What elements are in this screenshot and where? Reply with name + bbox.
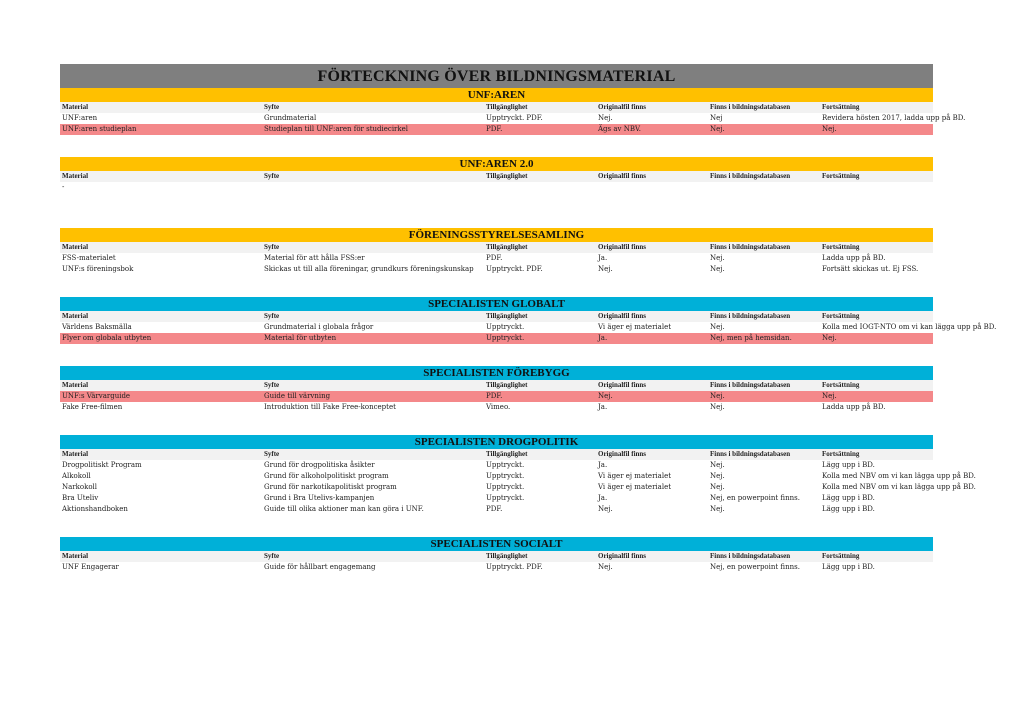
cell: Nej. — [598, 114, 613, 122]
cell: Ladda upp på BD. — [822, 254, 886, 262]
spacer — [60, 193, 933, 228]
cell: PDF. — [486, 254, 503, 262]
cell: Upptryckt. — [486, 323, 525, 331]
table-row[interactable] — [60, 471, 976, 482]
cell: Nej. — [710, 125, 725, 133]
col-fortsattning: Fortsättning — [822, 381, 860, 389]
spacer — [60, 515, 933, 537]
cell: Studieplan till UNF:aren för studiecirkel — [264, 125, 409, 133]
col-bildningsdatabasen: Finns i bildningsdatabasen — [710, 381, 791, 389]
col-bildningsdatabasen: Finns i bildningsdatabasen — [710, 172, 791, 180]
cell: Nej. — [598, 563, 613, 571]
column-header-row — [60, 551, 933, 562]
col-material: Material — [62, 172, 89, 180]
cell: Alkokoll — [62, 472, 91, 480]
cell: Revidera hösten 2017, ladda upp på BD. — [822, 114, 966, 122]
col-syfte: Syfte — [264, 243, 280, 251]
spacer — [60, 344, 933, 366]
col-tillganglighet: Tillgänglighet — [486, 552, 528, 560]
cell: Kolla med NBV om vi kan lägga upp på BD. — [822, 472, 976, 480]
spacer — [60, 275, 933, 297]
cell: Fake Free-filmen — [62, 403, 123, 411]
col-material: Material — [62, 450, 89, 458]
col-syfte: Syfte — [264, 172, 280, 180]
table-row[interactable] — [60, 264, 933, 275]
section-title: SPECIALISTEN SOCIALT — [60, 537, 933, 551]
cell: Upptryckt. PDF. — [486, 563, 543, 571]
column-header-row — [60, 171, 933, 182]
cell: Ja. — [598, 494, 608, 502]
col-originalfil: Originalfil finns — [598, 172, 647, 180]
section-title: SPECIALISTEN DROGPOLITIK — [60, 435, 933, 449]
cell: Vi äger ej materialet — [598, 472, 672, 480]
col-originalfil: Originalfil finns — [598, 381, 647, 389]
cell: Ägs av NBV. — [598, 125, 642, 133]
cell: Ja. — [598, 403, 608, 411]
col-syfte: Syfte — [264, 312, 280, 320]
column-header-row — [60, 242, 933, 253]
cell: Nej. — [710, 392, 725, 400]
column-header-row — [60, 380, 933, 391]
col-bildningsdatabasen: Finns i bildningsdatabasen — [710, 103, 791, 111]
table-row-highlighted[interactable] — [60, 124, 933, 135]
cell: Ja. — [598, 334, 608, 342]
cell: Nej. — [598, 505, 613, 513]
col-originalfil: Originalfil finns — [598, 312, 647, 320]
col-tillganglighet: Tillgänglighet — [486, 450, 528, 458]
section-specialisten-globalt — [60, 297, 997, 344]
cell: Upptryckt. — [486, 494, 525, 502]
cell: UNF:s Värvarguide — [62, 392, 131, 400]
cell — [708, 182, 820, 193]
cell — [820, 182, 933, 193]
col-tillganglighet: Tillgänglighet — [486, 243, 528, 251]
cell — [262, 182, 484, 193]
table-row-highlighted[interactable] — [60, 391, 933, 402]
cell: - — [62, 183, 65, 191]
cell: Skickas ut till alla föreningar, grundkurs föreningskunskap — [264, 265, 474, 273]
col-bildningsdatabasen: Finns i bildningsdatabasen — [710, 243, 791, 251]
cell — [484, 182, 596, 193]
cell: Kolla med IOGT-NTO om vi kan lägga upp på BD. — [822, 323, 997, 331]
section-title: FÖRENINGSSTYRELSESAMLING — [60, 228, 933, 242]
col-fortsattning: Fortsättning — [822, 243, 860, 251]
cell: Nej. — [710, 265, 725, 273]
section-unf-aren-2 — [60, 157, 933, 193]
cell: Nej. — [710, 461, 725, 469]
cell: Nej. — [710, 403, 725, 411]
column-header-row — [60, 102, 933, 113]
col-syfte: Syfte — [264, 450, 280, 458]
col-syfte: Syfte — [264, 381, 280, 389]
col-material: Material — [62, 381, 89, 389]
col-tillganglighet: Tillgänglighet — [486, 172, 528, 180]
col-fortsattning: Fortsättning — [822, 552, 860, 560]
cell: Nej. — [598, 265, 613, 273]
table-row[interactable] — [60, 482, 976, 493]
col-material: Material — [62, 552, 89, 560]
table-row[interactable] — [60, 113, 966, 124]
col-bildningsdatabasen: Finns i bildningsdatabasen — [710, 450, 791, 458]
section-specialisten-forebygg — [60, 366, 933, 413]
table-row[interactable] — [60, 182, 933, 193]
cell: PDF. — [486, 392, 503, 400]
col-originalfil: Originalfil finns — [598, 103, 647, 111]
cell: Nej. — [822, 334, 837, 342]
cell: Drogpolitiskt Program — [62, 461, 142, 469]
cell: Vi äger ej materialet — [598, 483, 672, 491]
table-row[interactable] — [60, 562, 933, 573]
sheet-title: FÖRTECKNING ÖVER BILDNINGSMATERIAL — [60, 64, 933, 88]
cell: Nej. — [822, 125, 837, 133]
section-title: SPECIALISTEN GLOBALT — [60, 297, 933, 311]
spacer — [60, 135, 933, 157]
section-title: SPECIALISTEN FÖREBYGG — [60, 366, 933, 380]
section-title: UNF:AREN 2.0 — [60, 157, 933, 171]
cell: Ja. — [598, 461, 608, 469]
cell: Lägg upp i BD. — [822, 505, 875, 513]
cell: Grundmaterial — [264, 114, 317, 122]
cell: FSS-materialet — [62, 254, 116, 262]
cell: Nej. — [710, 254, 725, 262]
col-fortsattning: Fortsättning — [822, 312, 860, 320]
cell: Vi äger ej materialet — [598, 323, 672, 331]
cell: Nej, men på hemsidan. — [710, 334, 792, 342]
cell: Aktionshandboken — [62, 505, 128, 513]
cell: Introduktion till Fake Free-konceptet — [264, 403, 396, 411]
cell: Upptryckt. — [486, 461, 525, 469]
section-specialisten-socialt — [60, 537, 933, 573]
table-row[interactable] — [60, 493, 933, 504]
col-tillganglighet: Tillgänglighet — [486, 312, 528, 320]
spacer — [60, 413, 933, 435]
col-tillganglighet: Tillgänglighet — [486, 381, 528, 389]
cell: Narkokoll — [62, 483, 98, 491]
cell: Nej, en powerpoint finns. — [710, 563, 800, 571]
col-material: Material — [62, 243, 89, 251]
cell: Guide för hållbart engagemang — [264, 563, 376, 571]
table-row[interactable] — [60, 504, 933, 515]
col-originalfil: Originalfil finns — [598, 243, 647, 251]
column-header-row — [60, 449, 933, 460]
table-row[interactable] — [60, 253, 933, 264]
column-header-row — [60, 311, 933, 322]
cell: UNF:s föreningsbok — [62, 265, 134, 273]
cell: Nej. — [710, 483, 725, 491]
col-fortsattning: Fortsättning — [822, 450, 860, 458]
cell: Grund för narkotikapolitiskt program — [264, 483, 397, 491]
section-specialisten-drogpolitik — [60, 435, 976, 515]
cell: Lägg upp i BD. — [822, 461, 875, 469]
section-title: UNF:AREN — [60, 88, 933, 102]
cell: Upptryckt. PDF. — [486, 265, 543, 273]
col-syfte: Syfte — [264, 552, 280, 560]
col-originalfil: Originalfil finns — [598, 552, 647, 560]
col-syfte: Syfte — [264, 103, 280, 111]
cell: Upptryckt. PDF. — [486, 114, 543, 122]
cell: Nej, en powerpoint finns. — [710, 494, 800, 502]
cell: Vimeo. — [486, 403, 511, 411]
cell: PDF. — [486, 505, 503, 513]
cell: UNF Engagerar — [62, 563, 119, 571]
cell: Guide till olika aktioner man kan göra i UNF. — [264, 505, 424, 513]
cell: Guide till värvning — [264, 392, 331, 400]
cell: Nej. — [822, 392, 837, 400]
cell: Material för utbyten — [264, 334, 337, 342]
table-row-highlighted[interactable] — [60, 333, 933, 344]
table-row[interactable] — [60, 402, 933, 413]
cell: PDF. — [486, 125, 503, 133]
cell: UNF:aren studieplan — [62, 125, 137, 133]
cell: Grund i Bra Utelivs-kampanjen — [264, 494, 375, 502]
cell: Lägg upp i BD. — [822, 494, 875, 502]
cell: Flyer om globala utbyten — [62, 334, 152, 342]
cell: Ja. — [598, 254, 608, 262]
cell: Lägg upp i BD. — [822, 563, 875, 571]
cell: Ladda upp på BD. — [822, 403, 886, 411]
cell: Grundmaterial i globala frågor — [264, 323, 374, 331]
cell: Material för att hålla FSS:er — [264, 254, 365, 262]
section-foreningsstyrelsesamling — [60, 228, 933, 275]
cell: Nej — [710, 114, 723, 122]
cell: Upptryckt. — [486, 334, 525, 342]
table-row[interactable] — [60, 322, 997, 333]
col-originalfil: Originalfil finns — [598, 450, 647, 458]
col-tillganglighet: Tillgänglighet — [486, 103, 528, 111]
table-row[interactable] — [60, 460, 933, 471]
section-unf-aren — [60, 88, 966, 135]
cell: Nej. — [710, 505, 725, 513]
cell: Nej. — [710, 323, 725, 331]
cell: Nej. — [598, 392, 613, 400]
col-bildningsdatabasen: Finns i bildningsdatabasen — [710, 552, 791, 560]
cell: Bra Uteliv — [62, 494, 99, 502]
cell: Världens Baksmälla — [62, 323, 132, 331]
cell: Upptryckt. — [486, 483, 525, 491]
col-bildningsdatabasen: Finns i bildningsdatabasen — [710, 312, 791, 320]
col-material: Material — [62, 312, 89, 320]
col-material: Material — [62, 103, 89, 111]
spreadsheet — [60, 64, 997, 573]
cell: Grund för alkoholpolitiskt program — [264, 472, 389, 480]
cell — [596, 182, 708, 193]
cell: Fortsätt skickas ut. Ej FSS. — [822, 265, 919, 273]
cell: Nej. — [710, 472, 725, 480]
cell: Upptryckt. — [486, 472, 525, 480]
cell: Kolla med NBV om vi kan lägga upp på BD. — [822, 483, 976, 491]
col-fortsattning: Fortsättning — [822, 172, 860, 180]
col-fortsattning: Fortsättning — [822, 103, 860, 111]
cell: UNF:aren — [62, 114, 98, 122]
cell: Grund för drogpolitiska åsikter — [264, 461, 375, 469]
